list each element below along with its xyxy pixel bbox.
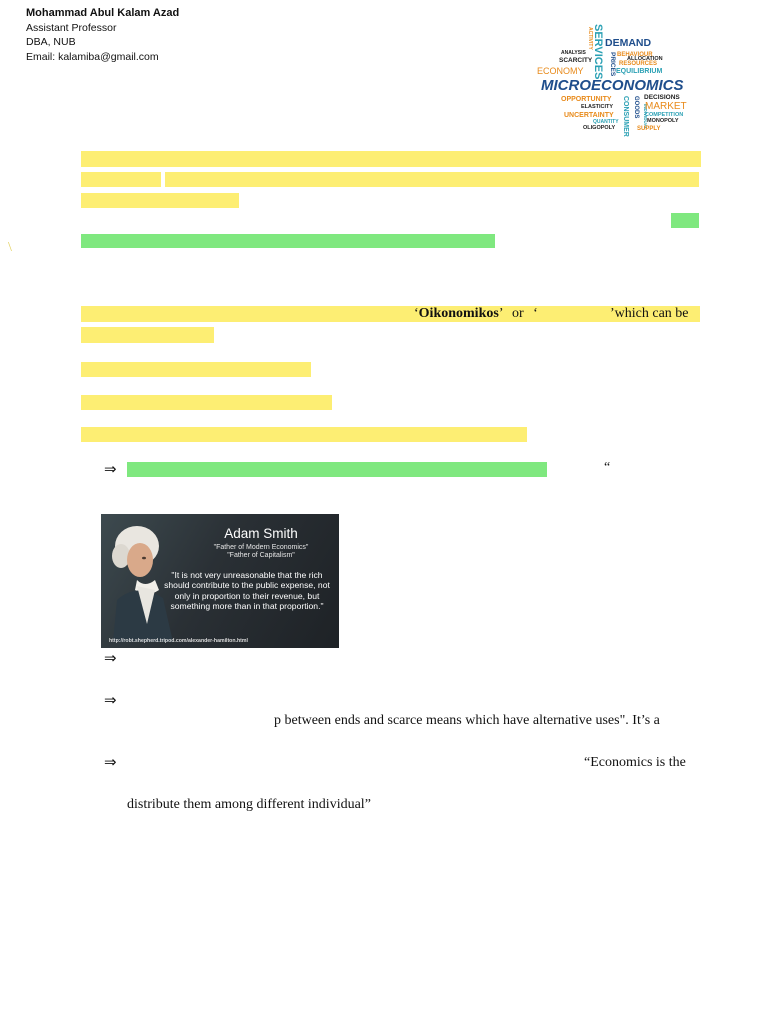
cloud-word: ANALYSIS: [561, 50, 586, 56]
highlight-bar: [81, 151, 701, 167]
author-email: Email: kalamiba@gmail.com: [26, 50, 159, 63]
arrow-bullet: ⇒: [104, 753, 117, 771]
cloud-word: OLIGOPOLY: [583, 125, 616, 131]
highlight-bar: [81, 362, 311, 377]
quote-mark: ‘: [414, 306, 419, 321]
arrow-bullet: ⇒: [104, 649, 117, 667]
cloud-word: ACTIVITY: [587, 27, 593, 50]
author-block: [26, 6, 286, 64]
highlight-bar-green: [81, 234, 495, 248]
or-word: or: [511, 306, 524, 321]
stray-backslash: \: [8, 240, 12, 255]
oikonomikos-line-text: [414, 306, 538, 322]
cloud-word: GOODS: [633, 96, 639, 119]
oikonomikos-term: Oikonomikos: [418, 306, 499, 321]
highlight-bar-green: [671, 213, 699, 228]
cloud-word: COMPETITION: [645, 112, 684, 118]
microeconomics-word-cloud: [527, 18, 707, 138]
cloud-word: ALLOCATION: [627, 56, 663, 62]
cloud-word: ELASTICITY: [581, 104, 614, 110]
author-name: Mohammad Abul Kalam Azad: [26, 7, 180, 19]
cloud-word: DECISIONS: [644, 94, 680, 101]
cloud-word: SCARCITY: [559, 57, 593, 64]
image-subtitle-2: "Father of Capitalism": [227, 552, 295, 559]
author-title: Assistant Professor: [26, 21, 117, 34]
cloud-word: EQUILIBRIUM: [616, 68, 663, 75]
image-quote: "It is not very unreasonable that the rich should contribute to the public expense, not only in proportion to their revenue, but something more than in that proportion.": [164, 570, 330, 611]
cloud-word: MARKET: [645, 101, 687, 112]
image-title: Adam Smith: [224, 526, 298, 541]
cloud-word: QUANTITY: [593, 119, 619, 125]
distribute-line: distribute them among different individual”: [127, 797, 371, 812]
image-subtitle: [181, 544, 339, 560]
highlight-bar: [81, 427, 527, 442]
cloud-word: INDIVIDUAL: [643, 104, 648, 130]
quote-mark: ‘: [533, 306, 538, 321]
cloud-word: CONSUMER: [622, 96, 629, 137]
cloud-word: SERVICES: [592, 24, 604, 80]
arrow-bullet: ⇒: [104, 460, 117, 478]
highlight-line-oikonomikos: [81, 306, 700, 322]
cloud-word: UNCERTAINTY: [564, 112, 614, 119]
which-can-be-text: ’which can be: [610, 306, 689, 321]
economics-is-the-text: “Economics is the: [584, 755, 686, 770]
cloud-word: RESOURCES: [619, 61, 658, 67]
image-subtitle-1: "Father of Modern Economics": [213, 544, 309, 551]
cloud-word: DEMAND: [605, 37, 652, 49]
cloud-main-word: MICROECONOMICS: [541, 77, 684, 94]
cloud-word: PRICES: [609, 52, 616, 77]
adam-smith-image: [101, 514, 339, 648]
highlight-bar: [165, 172, 699, 187]
arrow-bullet: ⇒: [104, 691, 117, 709]
robbins-definition-tail: p between ends and scarce means which have alternative uses". It’s a: [274, 713, 660, 728]
highlight-bar: [81, 172, 161, 187]
cloud-word: BEHAVIOUR: [617, 52, 653, 58]
quote-mark: ’: [498, 306, 503, 321]
highlight-bar-green: [127, 462, 547, 477]
image-url: http://robt.shepherd.tripod.com/alexander-hamilton.html: [109, 638, 248, 644]
author-dept: DBA, NUB: [26, 36, 76, 48]
cloud-word: ECONOMY: [537, 66, 584, 76]
highlight-bar: [81, 327, 214, 343]
cloud-word: MONOPOLY: [647, 118, 679, 124]
highlight-bar: [81, 395, 332, 410]
cloud-word: OPPORTUNITY: [561, 96, 612, 103]
open-quote: “: [604, 460, 611, 475]
cloud-word: SUPPLY: [637, 126, 661, 132]
highlight-bar: [81, 193, 239, 208]
